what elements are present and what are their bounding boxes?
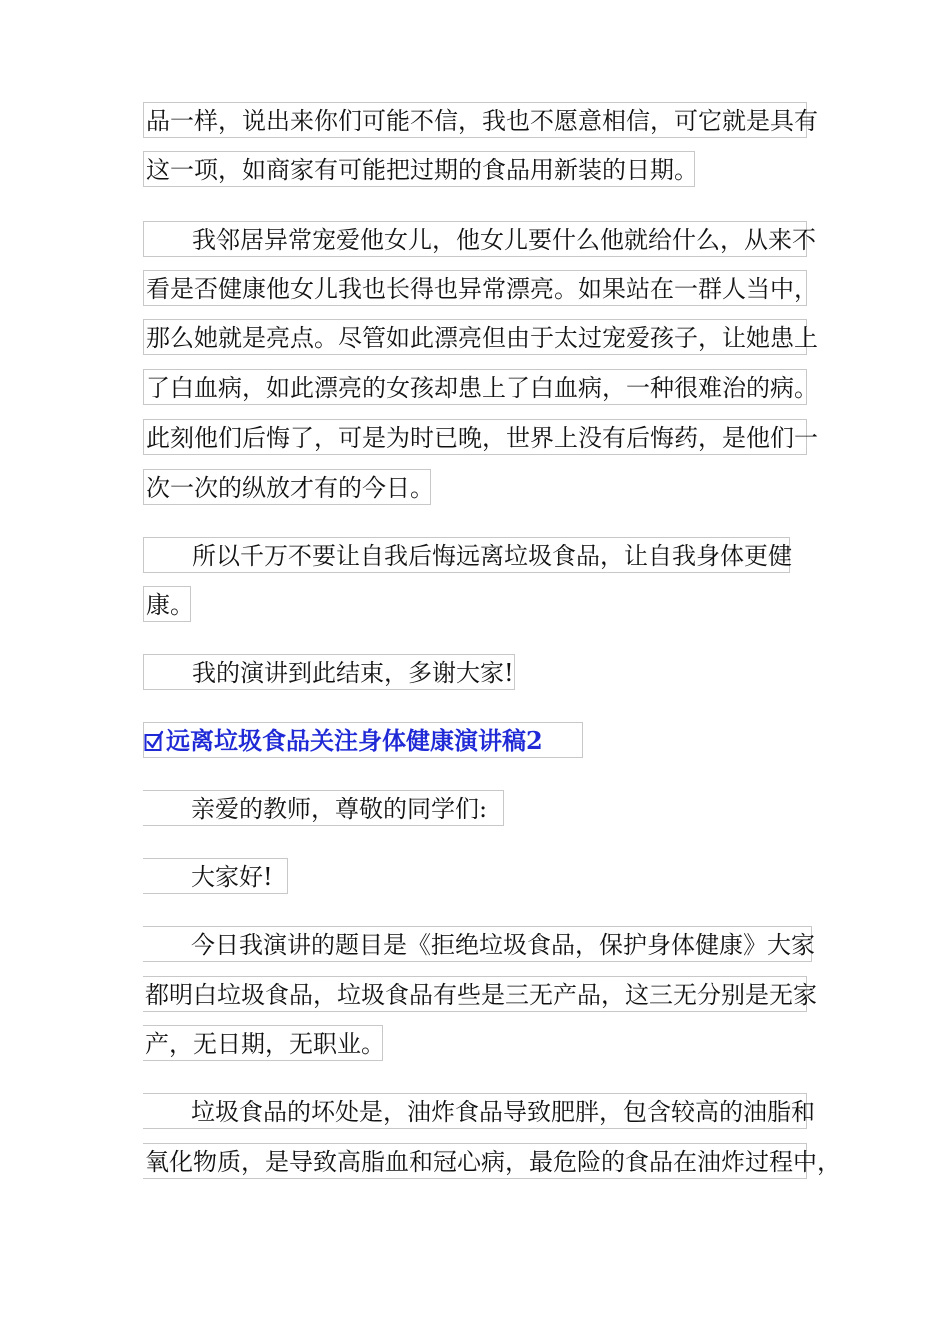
paragraph-line: 都明白垃圾食品，垃圾食品有些是三无产品，这三无分别是无家 bbox=[143, 976, 807, 1012]
paragraph-line: 今日我演讲的题目是《拒绝垃圾食品，保护身体健康》大家 bbox=[143, 926, 812, 962]
paragraph-line: 此刻他们后悔了，可是为时已晚，世界上没有后悔药，是他们一 bbox=[143, 419, 807, 455]
paragraph-line: 看是否健康他女儿我也长得也异常漂亮。如果站在一群人当中， bbox=[143, 270, 807, 306]
paragraph-line: 了白血病，如此漂亮的女孩却患上了白血病，一种很难治的病。 bbox=[143, 369, 807, 405]
paragraph-line: 康。 bbox=[143, 586, 191, 622]
paragraph-line: 那么她就是亮点。尽管如此漂亮但由于太过宠爱孩子，让她患上 bbox=[143, 319, 807, 355]
paragraph-line: 所以千万不要让自我后悔远离垃圾食品，让自我身体更健 bbox=[143, 537, 790, 573]
paragraph-line: 垃圾食品的坏处是，油炸食品导致肥胖，包含较高的油脂和 bbox=[143, 1093, 807, 1129]
section-heading-text: 远离垃圾食品关注身体健康演讲稿2 bbox=[166, 726, 543, 755]
checkbox-icon bbox=[144, 730, 164, 752]
paragraph-line: 这一项，如商家有可能把过期的食品用新装的日期。 bbox=[143, 151, 695, 187]
section-heading bbox=[143, 722, 583, 758]
paragraph-line: 次一次的纵放才有的今日。 bbox=[143, 469, 431, 505]
paragraph-line: 我邻居异常宠爱他女儿，他女儿要什么他就给什么，从来不 bbox=[143, 221, 807, 257]
paragraph-line: 亲爱的教师，尊敬的同学们: bbox=[143, 790, 504, 826]
paragraph-line: 氧化物质，是导致高脂血和冠心病，最危险的食品在油炸过程中， bbox=[143, 1143, 807, 1179]
paragraph-line: 品一样，说出来你们可能不信，我也不愿意相信，可它就是具有 bbox=[143, 102, 807, 138]
paragraph-line: 我的演讲到此结束，多谢大家! bbox=[143, 654, 515, 690]
paragraph-line: 大家好! bbox=[143, 858, 288, 894]
paragraph-line: 产，无日期，无职业。 bbox=[143, 1025, 383, 1061]
